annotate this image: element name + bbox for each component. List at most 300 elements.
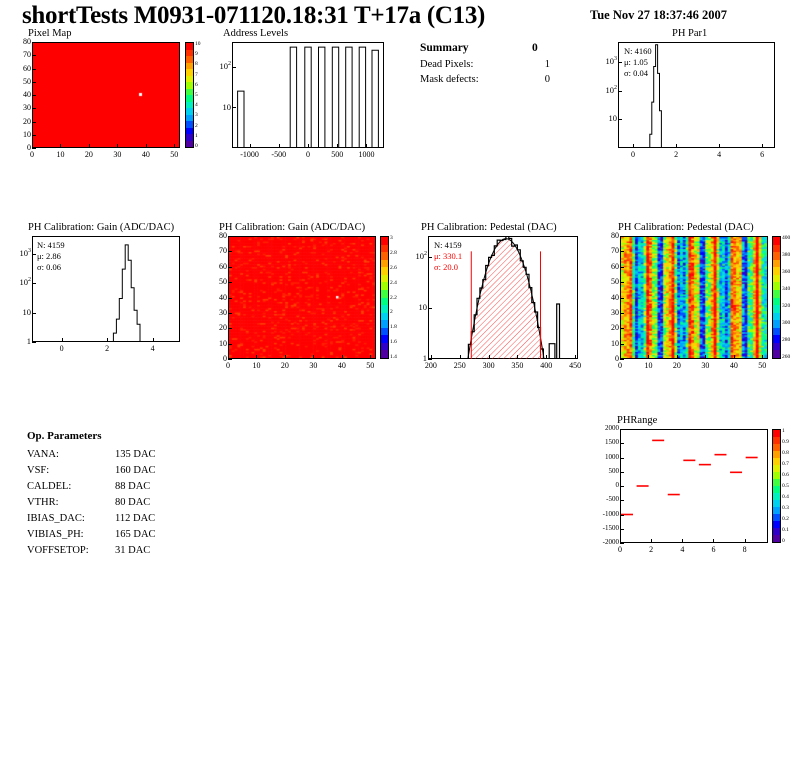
axis-tick <box>620 267 624 268</box>
palette-label: 0.5 <box>782 483 789 489</box>
palette-segment <box>381 335 388 343</box>
axis-tick <box>228 344 232 345</box>
palette-label: 0.1 <box>782 527 789 533</box>
axis-tick <box>620 344 624 345</box>
chart-title: PH Calibration: Gain (ADC/DAC) <box>219 222 366 233</box>
op-value-vana: 135 DAC <box>115 449 156 460</box>
summary-row-value-1: 0 <box>544 74 550 85</box>
color-palette <box>772 429 781 543</box>
axis-label: 0 <box>618 361 622 370</box>
axis-label: 4 <box>680 545 685 554</box>
axis-tick <box>370 355 371 359</box>
palette-segment <box>773 267 780 275</box>
phrange-markers <box>620 429 768 543</box>
axis-label: -2000 <box>602 538 619 546</box>
axis-label: 20 <box>23 116 31 126</box>
palette-label: 1 <box>195 132 198 139</box>
summary-row-value-0: 1 <box>544 59 550 70</box>
axis-label: 50 <box>366 361 375 370</box>
axis-label: 400 <box>540 361 553 370</box>
axis-label: 6 <box>760 150 765 159</box>
palette-label: 4 <box>195 102 198 109</box>
axis-label: 8 <box>742 545 747 554</box>
axis-label: 1500 <box>605 438 619 447</box>
chart-ph-par1 <box>600 28 790 158</box>
axis-label: 30 <box>219 307 227 317</box>
axis-label: 50 <box>611 277 619 287</box>
axis-label: 0 <box>27 143 31 152</box>
palette-segment <box>773 444 780 451</box>
axis-label: 40 <box>611 292 619 302</box>
axis-label: 80 <box>611 231 619 240</box>
palette-segment <box>773 458 780 465</box>
palette-label: 0.9 <box>782 439 789 445</box>
palette-segment <box>773 245 780 253</box>
axis-tick <box>32 95 36 96</box>
chart-ph-calibration-pedestal-map <box>604 222 794 370</box>
axis-tick <box>32 108 36 109</box>
palette-segment <box>773 500 780 507</box>
chart-ph-calibration-pedestal-hist <box>406 222 596 370</box>
axis-tick <box>32 135 36 136</box>
palette-segment <box>381 328 388 336</box>
stat-sigma: σ: 20.0 <box>434 262 458 272</box>
axis-tick <box>620 486 624 487</box>
axis-label: 500 <box>331 150 344 159</box>
axis-label: 30 <box>23 103 31 113</box>
axis-tick <box>460 355 461 359</box>
stat-sigma: σ: 0.04 <box>624 68 648 78</box>
axis-tick <box>620 429 624 430</box>
op-value-vsf: 160 DAC <box>115 465 156 476</box>
axis-tick <box>232 107 236 108</box>
axis-label: $10^3$ <box>19 247 31 258</box>
summary-row-label-1: Mask defects: <box>420 74 479 85</box>
chart-title: PH Par1 <box>672 28 708 39</box>
axis-tick <box>228 251 232 252</box>
palette-label: 7 <box>195 71 198 78</box>
axis-tick <box>620 543 624 544</box>
palette-segment <box>381 313 388 321</box>
pedestal-map-canvas <box>621 237 767 358</box>
palette-label: 1 <box>782 428 785 434</box>
palette-segment <box>773 472 780 479</box>
palette-labels <box>195 40 209 150</box>
axis-tick <box>633 144 634 148</box>
axis-label: 0 <box>226 361 230 370</box>
axis-tick <box>32 55 36 56</box>
axis-tick <box>32 69 36 70</box>
axis-tick <box>228 328 232 329</box>
axis-tick <box>620 443 624 444</box>
palette-segment <box>773 521 780 528</box>
summary-value: 0 <box>532 42 538 54</box>
axis-label: 500 <box>608 466 619 475</box>
axis-label: 10 <box>219 338 227 348</box>
palette-label: 1.6 <box>390 339 397 346</box>
axis-tick <box>117 144 118 148</box>
axis-tick <box>308 144 309 148</box>
axis-tick <box>517 355 518 359</box>
op-label-vsf: VSF: <box>27 465 50 476</box>
palette-label: 300 <box>782 320 791 326</box>
axis-tick <box>620 500 624 501</box>
axis-tick <box>174 144 175 148</box>
palette-segment <box>773 320 780 328</box>
op-value-vibias-ph: 165 DAC <box>115 529 156 540</box>
palette-segment <box>773 465 780 472</box>
axis-tick <box>705 355 706 359</box>
chart-phrange <box>602 415 794 554</box>
gain-map-canvas <box>229 237 375 358</box>
axis-tick <box>32 342 36 343</box>
op-value-ibias-dac: 112 DAC <box>115 513 156 524</box>
axis-label: 80 <box>23 37 31 46</box>
palette-label: 10 <box>195 41 201 47</box>
stat-mu: μ: 330.1 <box>434 251 463 261</box>
axis-label: 30 <box>113 150 122 159</box>
palette-segment <box>773 507 780 514</box>
axis-tick <box>428 308 432 309</box>
palette-label: 0.7 <box>782 461 789 467</box>
axis-tick <box>620 529 624 530</box>
axis-label: 2 <box>674 150 679 159</box>
chart-address-levels <box>208 28 398 158</box>
axis-label: 4 <box>150 344 155 353</box>
palette-label: 0 <box>782 538 785 544</box>
axis-label: $10^2$ <box>219 60 231 71</box>
axis-tick <box>60 144 61 148</box>
axis-tick <box>32 42 36 43</box>
axis-label: 0 <box>30 150 34 159</box>
page-title: shortTests M0931-071120.18:31 T+17a (C13) <box>22 2 486 29</box>
axis-label: $10^2$ <box>415 251 427 262</box>
op-label-vana: VANA: <box>27 449 59 460</box>
axis-tick <box>719 144 720 148</box>
palette-labels <box>782 234 796 361</box>
op-label-voffsetop: VOFFSETOP: <box>27 545 89 556</box>
axis-label: 20 <box>84 150 93 159</box>
axis-tick <box>366 144 367 148</box>
axis-label: 20 <box>219 323 227 333</box>
palette-label: 260 <box>782 354 791 360</box>
axis-tick <box>620 298 624 299</box>
axis-label: 0 <box>631 150 636 159</box>
axis-label: 60 <box>219 261 227 271</box>
axis-tick <box>428 359 432 360</box>
axis-label: 30 <box>309 361 318 370</box>
axis-label: 2 <box>105 344 110 353</box>
axis-label: 6 <box>711 545 716 554</box>
stat-sigma: σ: 0.06 <box>37 262 61 272</box>
palette-segment <box>186 141 193 148</box>
axis-label: 40 <box>23 90 31 99</box>
axis-tick <box>279 144 280 148</box>
axis-tick <box>337 144 338 148</box>
axis-label: 1 <box>422 353 427 363</box>
palette-label: 380 <box>782 252 791 258</box>
op-label-caldel: CALDEL: <box>27 481 72 492</box>
summary-title: Summary <box>420 42 469 54</box>
palette-label: 2.6 <box>390 264 397 271</box>
axis-label: 10 <box>644 361 653 370</box>
axis-label: 0 <box>615 354 619 363</box>
axis-label: -1500 <box>602 523 619 532</box>
axis-label: 40 <box>219 292 227 302</box>
chart-ph-calibration-gain-map <box>208 222 398 370</box>
axis-label: 350 <box>511 361 524 370</box>
axis-tick <box>285 355 286 359</box>
chart-title: PH Calibration: Pedestal (DAC) <box>421 222 557 233</box>
header-timestamp: Tue Nov 27 18:37:46 2007 <box>590 8 728 22</box>
axis-label: 2 <box>649 545 654 554</box>
axis-label: 4 <box>717 150 722 159</box>
axis-label: 450 <box>569 361 582 370</box>
palette-label: 8 <box>195 61 198 68</box>
palette-segment <box>773 252 780 260</box>
pixel-map-canvas <box>33 43 179 147</box>
axis-label: -500 <box>606 495 619 504</box>
axis-label: $10^2$ <box>605 84 617 95</box>
palette-segment <box>773 282 780 290</box>
axis-label: 30 <box>701 361 710 370</box>
axis-label: 30 <box>611 307 619 317</box>
axis-label: -500 <box>271 150 287 159</box>
axis-label: 50 <box>758 361 767 370</box>
axis-label: 50 <box>170 150 179 159</box>
op-label-vthr: VTHR: <box>27 497 59 508</box>
axis-tick <box>620 472 624 473</box>
op-label-ibias-dac: IBIAS_DAC: <box>27 513 85 524</box>
axis-tick <box>313 355 314 359</box>
axis-label: 10 <box>23 129 31 139</box>
axis-tick <box>713 539 714 543</box>
palette-segment <box>381 290 388 298</box>
palette-segment <box>773 343 780 351</box>
palette-segment <box>773 290 780 298</box>
chart-ph-calibration-gain-hist <box>10 222 200 357</box>
axis-label: 10 <box>611 338 619 348</box>
axis-tick <box>256 355 257 359</box>
axis-label: 0 <box>223 354 227 363</box>
axis-tick <box>428 257 432 258</box>
axis-label: 50 <box>23 76 31 86</box>
axis-label: $10^3$ <box>605 56 617 67</box>
stat-mu: μ: 1.05 <box>624 57 648 67</box>
axis-tick <box>676 144 677 148</box>
op-value-vthr: 80 DAC <box>115 497 151 508</box>
palette-label: 360 <box>782 269 791 275</box>
axis-label: 250 <box>453 361 466 370</box>
palette-segment <box>773 305 780 313</box>
axis-tick <box>677 355 678 359</box>
address-levels-trace <box>232 42 384 148</box>
axis-label: 10 <box>418 302 427 313</box>
axis-label: 40 <box>141 150 150 159</box>
axis-tick <box>620 359 624 360</box>
palette-label: 9 <box>195 51 198 58</box>
axis-label: 20 <box>280 361 289 370</box>
axis-label: 20 <box>672 361 681 370</box>
axis-tick <box>228 282 232 283</box>
palette-segment <box>381 282 388 290</box>
axis-label: 200 <box>424 361 437 370</box>
axis-tick <box>618 62 622 63</box>
axis-tick <box>620 236 624 237</box>
axis-tick <box>620 328 624 329</box>
palette-label: 2.4 <box>390 279 397 286</box>
axis-tick <box>32 122 36 123</box>
axis-label: 80 <box>219 231 227 240</box>
palette-segment <box>773 328 780 336</box>
axis-tick <box>620 313 624 314</box>
axis-tick <box>682 539 683 543</box>
axis-tick <box>146 144 147 148</box>
axis-label: $10^2$ <box>19 277 31 288</box>
axis-tick <box>342 355 343 359</box>
palette-label: 280 <box>782 337 791 343</box>
axis-tick <box>32 313 36 314</box>
stat-n: N: 4159 <box>37 240 65 250</box>
axis-tick <box>228 298 232 299</box>
axis-tick <box>745 539 746 543</box>
axis-label: 60 <box>23 63 31 73</box>
op-value-voffsetop: 31 DAC <box>115 545 151 556</box>
chart-title: Pixel Map <box>28 28 72 39</box>
axis-label: 1000 <box>358 150 375 159</box>
palette-label: 3 <box>390 235 393 241</box>
palette-labels <box>782 427 796 545</box>
palette-label: 2 <box>195 122 198 129</box>
palette-label: 0.8 <box>782 450 789 456</box>
axis-tick <box>620 282 624 283</box>
axis-label: 70 <box>23 50 31 60</box>
palette-label: 6 <box>195 81 198 88</box>
axis-label: 1 <box>26 336 31 346</box>
axis-label: -1000 <box>602 509 619 518</box>
palette-label: 0.3 <box>782 505 789 511</box>
stat-n: N: 4159 <box>434 240 462 250</box>
axis-tick <box>107 338 108 342</box>
axis-label: 10 <box>252 361 261 370</box>
palette-segment <box>773 275 780 283</box>
axis-label: 20 <box>611 323 619 333</box>
chart-title: Address Levels <box>223 28 289 39</box>
axis-label: 50 <box>219 277 227 287</box>
axis-tick <box>228 313 232 314</box>
axis-tick <box>734 355 735 359</box>
axis-label: 40 <box>729 361 738 370</box>
axis-label: 10 <box>56 150 65 159</box>
axis-tick <box>762 144 763 148</box>
palette-segment <box>773 486 780 493</box>
axis-tick <box>32 148 36 149</box>
axis-label: 40 <box>337 361 346 370</box>
color-palette <box>185 42 194 148</box>
axis-tick <box>232 67 236 68</box>
axis-label: 70 <box>611 246 619 256</box>
palette-label: 320 <box>782 303 791 309</box>
palette-segment <box>773 451 780 458</box>
palette-segment <box>773 430 780 437</box>
axis-label: 70 <box>219 246 227 256</box>
palette-segment <box>381 237 388 245</box>
axis-label: 10 <box>22 306 31 317</box>
palette-segment <box>773 535 780 542</box>
chart-title: PH Calibration: Pedestal (DAC) <box>618 222 754 233</box>
palette-segment <box>773 493 780 500</box>
op-value-caldel: 88 DAC <box>115 481 151 492</box>
axis-tick <box>32 254 36 255</box>
palette-segment <box>773 514 780 521</box>
axis-tick <box>618 119 622 120</box>
axis-tick <box>32 82 36 83</box>
palette-segment <box>773 237 780 245</box>
axis-label: 300 <box>482 361 495 370</box>
palette-segment <box>773 335 780 343</box>
stat-n: N: 4160 <box>624 46 652 56</box>
palette-segment <box>773 313 780 321</box>
axis-label: 0 <box>306 150 310 159</box>
axis-label: -1000 <box>240 150 259 159</box>
color-palette <box>772 236 781 359</box>
axis-tick <box>651 539 652 543</box>
palette-segment <box>381 320 388 328</box>
palette-label: 2.8 <box>390 249 397 256</box>
axis-tick <box>489 355 490 359</box>
palette-segment <box>381 343 388 351</box>
chart-title: PH Calibration: Gain (ADC/DAC) <box>28 222 175 233</box>
palette-label: 1.8 <box>390 324 397 331</box>
axis-tick <box>546 355 547 359</box>
palette-label: 1.4 <box>390 354 397 360</box>
axis-tick <box>228 267 232 268</box>
axis-label: 0 <box>59 344 64 353</box>
axis-tick <box>618 91 622 92</box>
palette-label: 0 <box>195 143 198 149</box>
palette-label: 0.6 <box>782 472 789 478</box>
axis-label: 10 <box>222 102 231 113</box>
palette-segment <box>773 437 780 444</box>
axis-tick <box>762 355 763 359</box>
palette-segment <box>381 275 388 283</box>
palette-segment <box>773 479 780 486</box>
summary-row-label-0: Dead Pixels: <box>420 59 474 70</box>
axis-label: 0 <box>615 481 619 489</box>
op-parameters-title: Op. Parameters <box>27 430 102 442</box>
axis-label: 10 <box>608 113 617 124</box>
palette-label: 2.2 <box>390 294 397 301</box>
chart-pixel-map <box>10 28 200 158</box>
palette-segment <box>381 267 388 275</box>
axis-tick <box>32 283 36 284</box>
palette-label: 3 <box>195 112 198 119</box>
stat-mu: μ: 2.86 <box>37 251 61 261</box>
palette-label: 340 <box>782 286 791 292</box>
axis-tick <box>153 338 154 342</box>
axis-tick <box>620 458 624 459</box>
palette-label: 400 <box>782 235 791 241</box>
axis-label: 2000 <box>605 424 619 432</box>
palette-segment <box>773 350 780 358</box>
palette-segment <box>773 260 780 268</box>
axis-tick <box>620 515 624 516</box>
palette-segment <box>773 298 780 306</box>
axis-label: 0 <box>618 545 622 554</box>
palette-label: 0.2 <box>782 516 789 522</box>
axis-tick <box>648 355 649 359</box>
palette-label: 0.4 <box>782 494 789 500</box>
